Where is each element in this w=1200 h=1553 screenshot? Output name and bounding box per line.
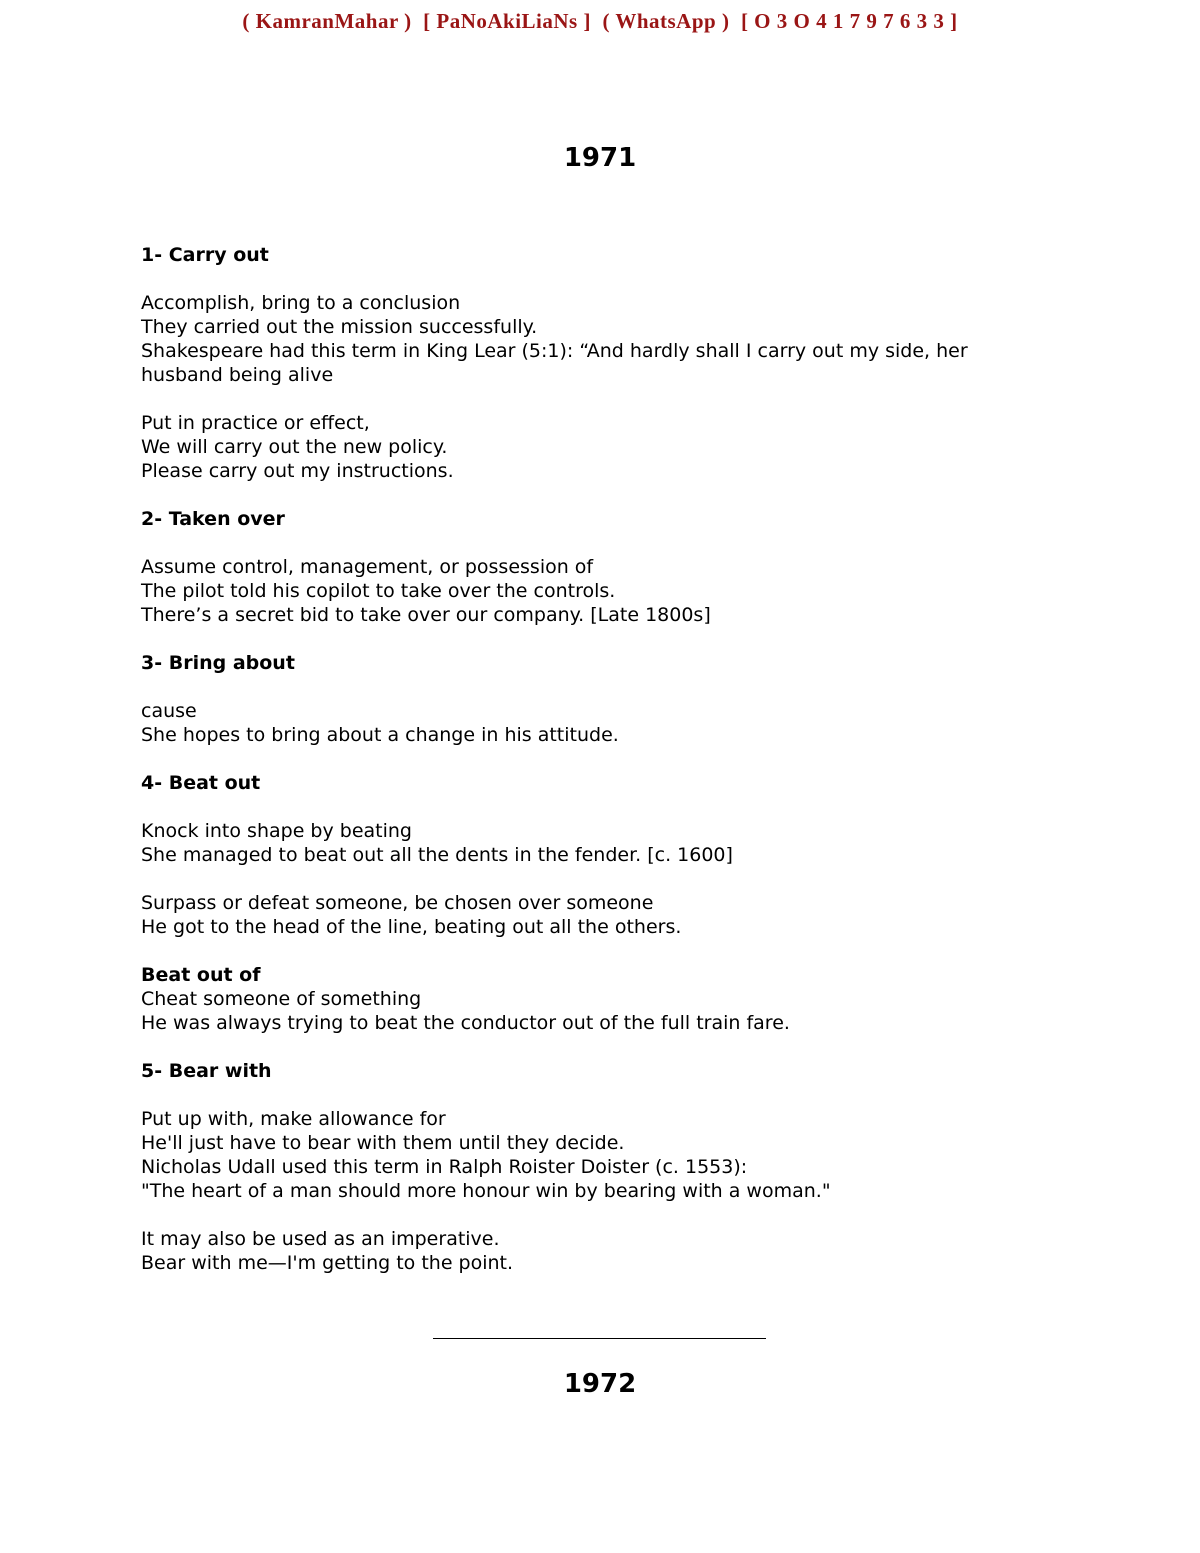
example: Shakespeare had this term in King Lear (5:1): “And hardly shall I carry out my side, her bbox=[141, 340, 968, 362]
example: "The heart of a man should more honour win by bearing with a woman." bbox=[141, 1180, 831, 1202]
definition: Put in practice or effect, bbox=[141, 412, 370, 434]
example: husband being alive bbox=[141, 364, 334, 386]
definition: cause bbox=[141, 700, 197, 722]
example: Bear with me—I'm getting to the point. bbox=[141, 1252, 514, 1274]
definition: Accomplish, bring to a conclusion bbox=[141, 292, 461, 314]
sub-heading: Beat out of bbox=[141, 964, 261, 986]
year-heading-1971: 1971 bbox=[563, 143, 637, 173]
entry-heading: 5- Bear with bbox=[141, 1060, 272, 1082]
example: Please carry out my instructions. bbox=[141, 460, 454, 482]
definition: Assume control, management, or possession of bbox=[141, 556, 594, 578]
example: He'll just have to bear with them until they decide. bbox=[141, 1132, 625, 1154]
document-body bbox=[141, 243, 1041, 1275]
example: They carried out the mission successfully. bbox=[141, 316, 538, 338]
example: We will carry out the new policy. bbox=[141, 436, 448, 458]
example: The pilot told his copilot to take over the controls. bbox=[141, 580, 616, 602]
example: He got to the head of the line, beating out all the others. bbox=[141, 916, 682, 938]
example: He was always trying to beat the conductor out of the full train fare. bbox=[141, 1012, 790, 1034]
entry-heading: 1- Carry out bbox=[141, 244, 269, 266]
entry-heading: 2- Taken over bbox=[141, 508, 285, 530]
entry-heading: 3- Bring about bbox=[141, 652, 295, 674]
definition: Cheat someone of something bbox=[141, 988, 422, 1010]
definition: Surpass or defeat someone, be chosen over someone bbox=[141, 892, 654, 914]
example: There’s a secret bid to take over our company. [Late 1800s] bbox=[141, 604, 711, 626]
example: She hopes to bring about a change in his attitude. bbox=[141, 724, 619, 746]
year-heading-1972: 1972 bbox=[563, 1369, 637, 1399]
definition: Put up with, make allowance for bbox=[141, 1108, 446, 1130]
definition: Knock into shape by beating bbox=[141, 820, 412, 842]
section-divider bbox=[433, 1338, 766, 1339]
entry-heading: 4- Beat out bbox=[141, 772, 261, 794]
example: Nicholas Udall used this term in Ralph Roister Doister (c. 1553): bbox=[141, 1156, 748, 1178]
definition: It may also be used as an imperative. bbox=[141, 1228, 500, 1250]
watermark-header: ( KamranMahar ) [ PaNoAkiLiaNs ] ( WhatsApp ) [ O 3 O 4 1 7 9 7 6 3 3 ] bbox=[242, 9, 958, 33]
example: She managed to beat out all the dents in the fender. [c. 1600] bbox=[141, 844, 733, 866]
